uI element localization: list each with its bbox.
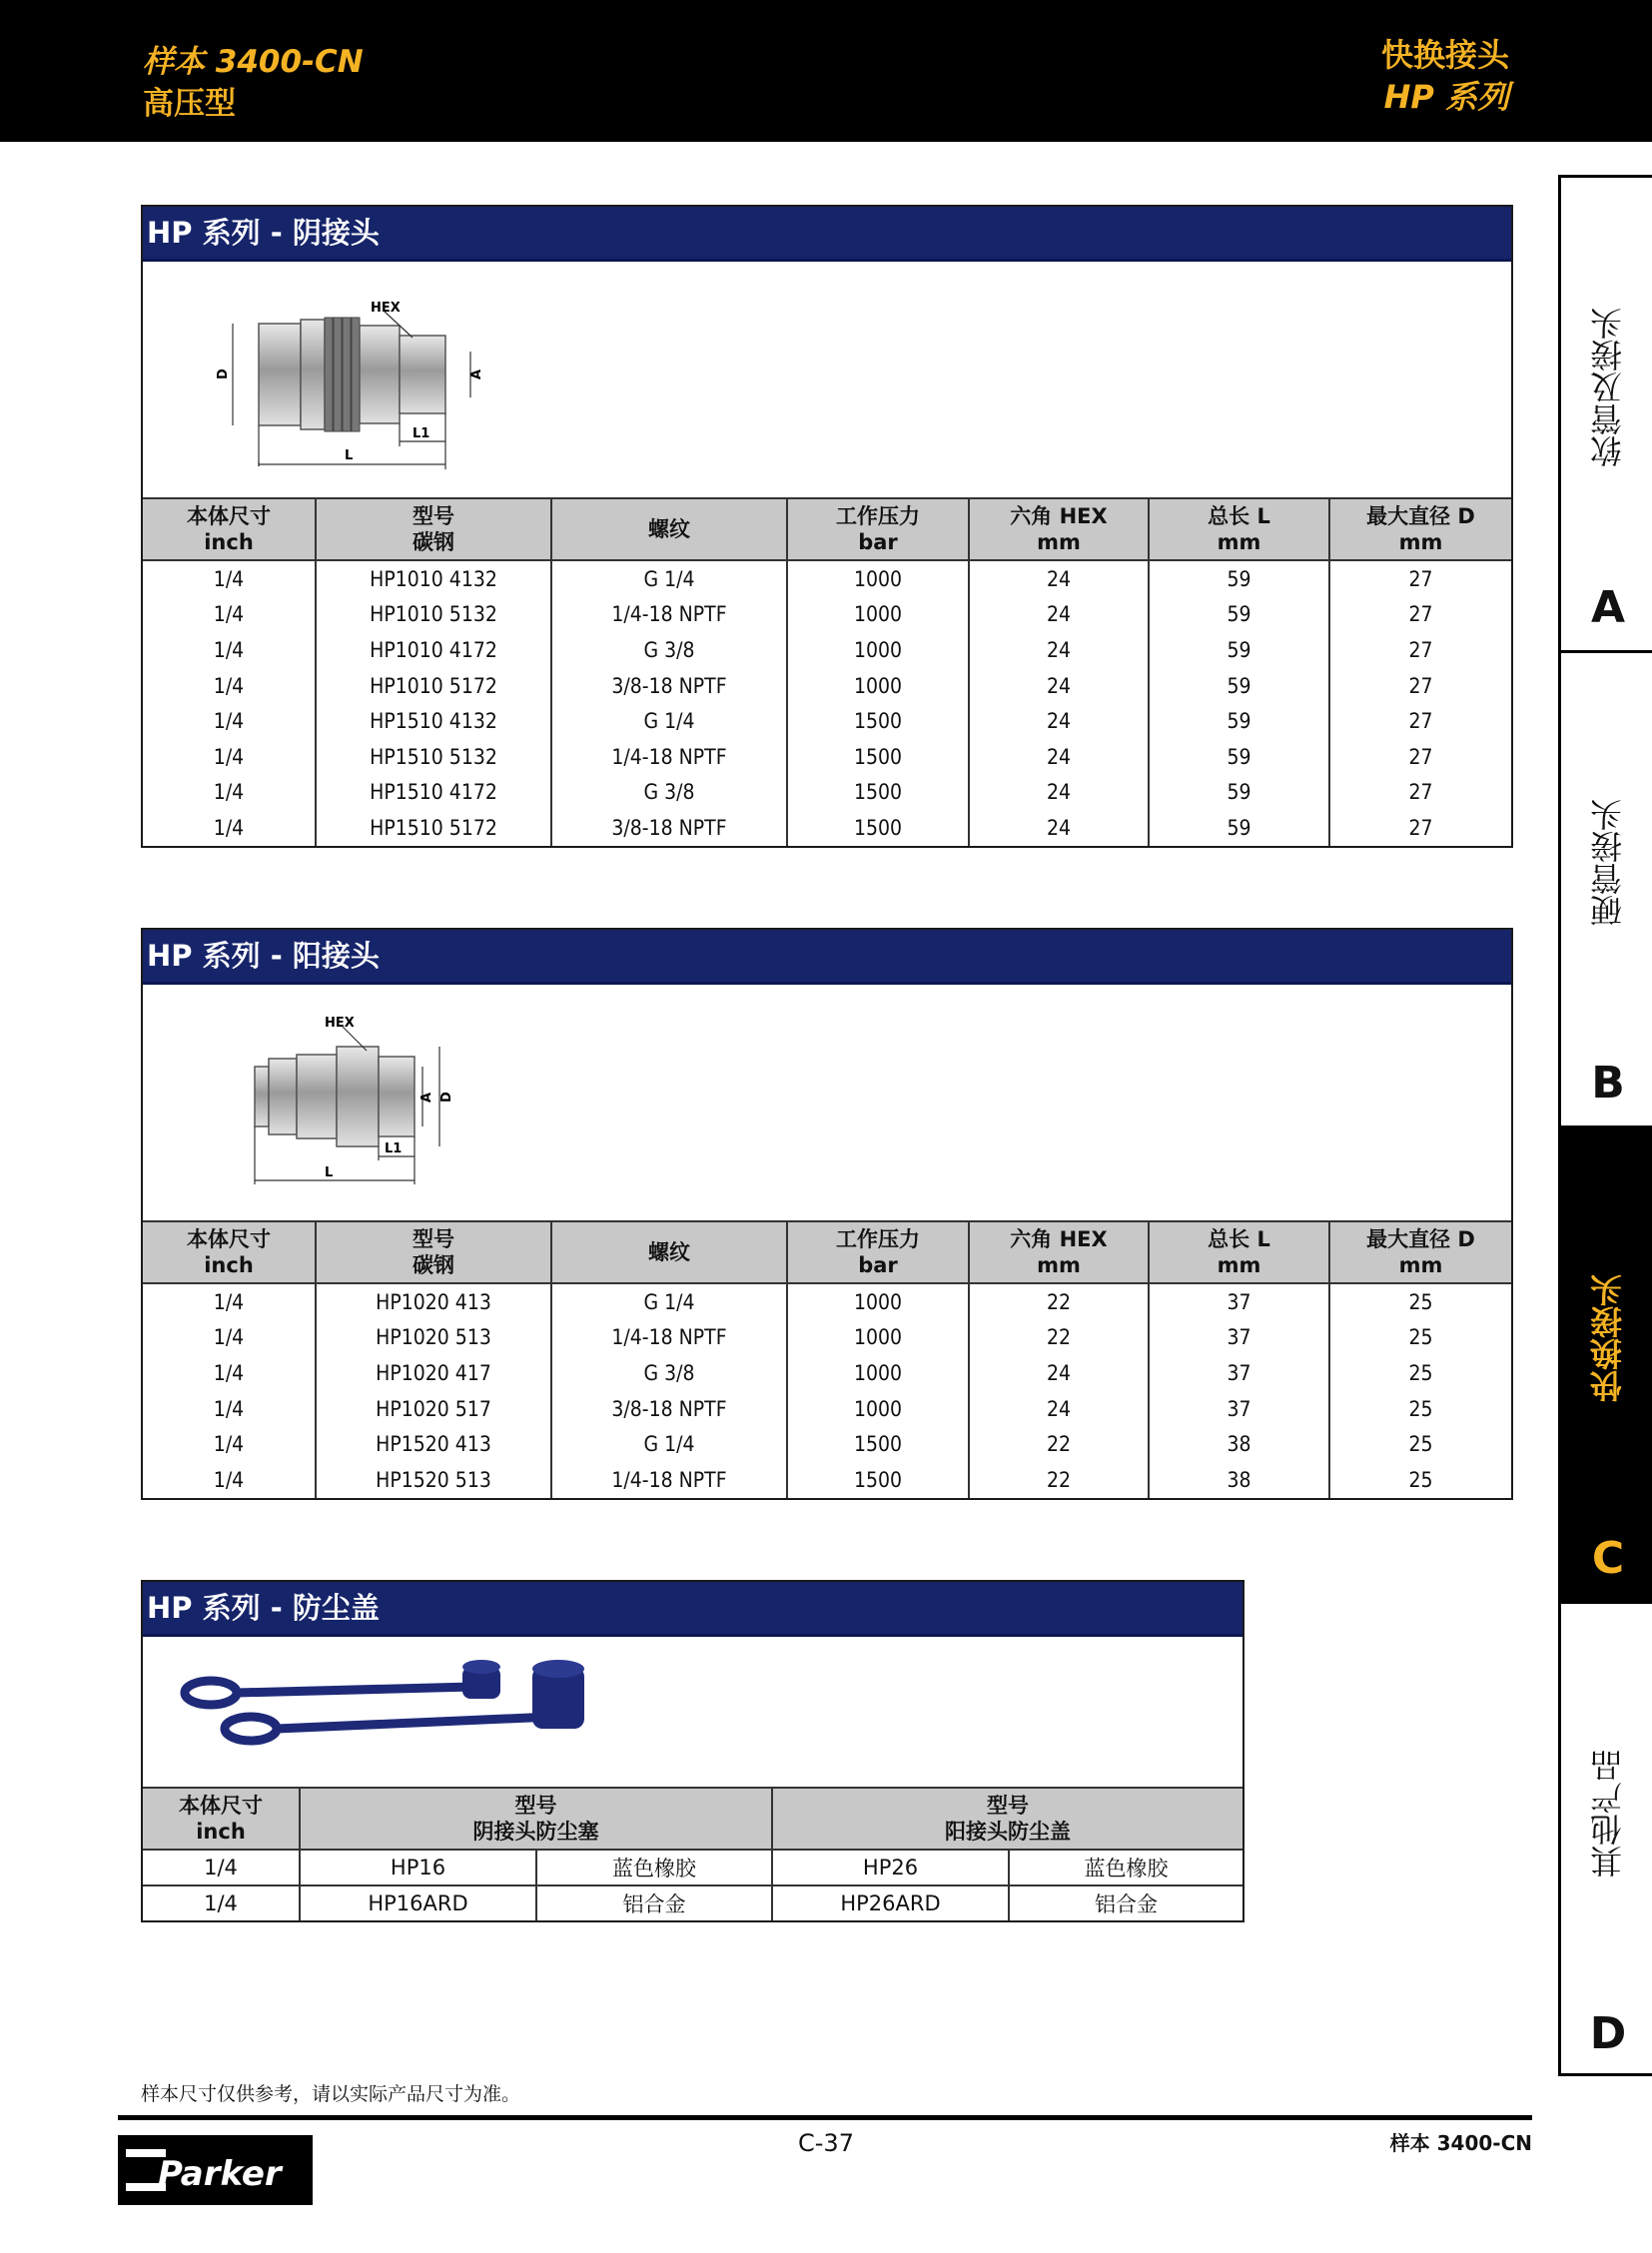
cell-female-material: 蓝色橡胶 bbox=[536, 1850, 772, 1885]
male-section-title: HP 系列 - 阳接头 bbox=[143, 930, 1511, 985]
tab-a[interactable] bbox=[1558, 175, 1652, 650]
tab-b[interactable] bbox=[1558, 650, 1652, 1126]
cell-model: HP1010 4172 bbox=[316, 632, 551, 668]
cell-hex: 24 bbox=[969, 810, 1149, 846]
dust-cap-illustration bbox=[173, 1637, 632, 1787]
cell-hex: 24 bbox=[969, 739, 1149, 775]
col-model: 型号 碳钢 bbox=[316, 1222, 551, 1283]
cell-thread: G 1/4 bbox=[551, 560, 787, 597]
female-section-title: HP 系列 - 阴接头 bbox=[143, 207, 1511, 262]
cell-pressure: 1500 bbox=[787, 703, 969, 739]
female-l-label: L bbox=[345, 448, 354, 463]
series-title: HP 系列 bbox=[1383, 78, 1509, 116]
col-pressure: 工作压力 bar bbox=[787, 1222, 969, 1283]
cell-model: HP1020 417 bbox=[316, 1355, 551, 1391]
female-drawing bbox=[143, 262, 1511, 499]
cell-thread: G 3/8 bbox=[551, 1355, 787, 1391]
tab-c-letter: C bbox=[1591, 1533, 1625, 1584]
cell-thread: G 3/8 bbox=[551, 775, 787, 811]
col-thread: 螺纹 bbox=[551, 499, 787, 560]
table-row bbox=[143, 597, 1511, 633]
cell-model: HP1020 513 bbox=[316, 1320, 551, 1356]
male-l1-label: L1 bbox=[385, 1141, 403, 1156]
male-spec-table bbox=[143, 1222, 1511, 1498]
cell-hex: 24 bbox=[969, 560, 1149, 597]
cell-size: 1/4 bbox=[213, 744, 245, 769]
cell-diameter: 27 bbox=[1329, 632, 1511, 668]
cell-pressure: 1000 bbox=[787, 668, 969, 704]
col-female-plug: 型号 阴接头防尘塞 bbox=[300, 1788, 772, 1850]
page-header bbox=[0, 0, 1652, 142]
cell-thread: G 1/4 bbox=[551, 1426, 787, 1462]
cell-diameter: 25 bbox=[1329, 1320, 1511, 1356]
cell-length: 59 bbox=[1149, 739, 1329, 775]
col-diameter: 最大直径 D mm bbox=[1329, 1222, 1511, 1283]
cell-thread: 1/4-18 NPTF bbox=[551, 1320, 787, 1356]
cell-hex: 24 bbox=[969, 1391, 1149, 1427]
female-coupling-section bbox=[141, 205, 1513, 848]
col-diameter: 最大直径 D mm bbox=[1329, 499, 1511, 560]
female-l1-label: L1 bbox=[413, 426, 430, 441]
col-hex: 六角 HEX mm bbox=[969, 1222, 1149, 1283]
male-drawing bbox=[143, 985, 1511, 1222]
catalog-number: 样本 3400-CN bbox=[143, 44, 364, 80]
cell-thread: 3/8-18 NPTF bbox=[551, 810, 787, 846]
male-d-label: D bbox=[439, 1092, 454, 1103]
female-a-label: A bbox=[469, 369, 484, 379]
col-male-cap: 型号 阳接头防尘盖 bbox=[772, 1788, 1242, 1850]
side-tabs bbox=[1558, 175, 1652, 2072]
cell-length: 38 bbox=[1149, 1462, 1329, 1498]
male-coupling-drawing bbox=[233, 985, 652, 1220]
cell-model: HP1010 4132 bbox=[316, 560, 551, 597]
dust-cap-table-header bbox=[143, 1788, 1242, 1850]
table-row bbox=[143, 1391, 1511, 1427]
tab-c[interactable] bbox=[1558, 1126, 1652, 1601]
cell-model: HP1520 513 bbox=[316, 1462, 551, 1498]
cell-length: 59 bbox=[1149, 703, 1329, 739]
tab-c-label: 快换接头 bbox=[1589, 1274, 1627, 1402]
cell-thread: 1/4-18 NPTF bbox=[551, 739, 787, 775]
cell-model: HP1510 5172 bbox=[316, 810, 551, 846]
col-hex: 六角 HEX mm bbox=[969, 499, 1149, 560]
cell-model: HP1020 517 bbox=[316, 1391, 551, 1427]
cell-size: 1/4 bbox=[213, 673, 245, 698]
cell-length: 59 bbox=[1149, 597, 1329, 633]
male-hex-label: HEX bbox=[325, 1016, 355, 1031]
female-hex-label: HEX bbox=[371, 301, 401, 316]
table-row bbox=[143, 560, 1511, 597]
cell-pressure: 1000 bbox=[787, 632, 969, 668]
cell-size: 1/4 bbox=[204, 1891, 238, 1915]
product-type: 高压型 bbox=[143, 86, 236, 122]
cell-length: 37 bbox=[1149, 1283, 1329, 1320]
cell-pressure: 1000 bbox=[787, 1283, 969, 1320]
cell-diameter: 27 bbox=[1329, 703, 1511, 739]
cell-size: 1/4 bbox=[143, 1850, 300, 1885]
cell-female-material: 铝合金 bbox=[536, 1885, 772, 1920]
cell-hex: 24 bbox=[969, 597, 1149, 633]
cell-diameter: 25 bbox=[1329, 1426, 1511, 1462]
col-size: 本体尺寸 inch bbox=[143, 1222, 316, 1283]
cell-thread: 3/8-18 NPTF bbox=[551, 1391, 787, 1427]
table-row bbox=[143, 1320, 1511, 1356]
table-row bbox=[143, 810, 1511, 846]
female-d-label: D bbox=[216, 369, 231, 379]
cell-model: HP1520 413 bbox=[316, 1426, 551, 1462]
cell-length: 59 bbox=[1149, 632, 1329, 668]
female-coupling-drawing bbox=[213, 262, 632, 497]
cell-size: 1/4 bbox=[213, 1289, 245, 1314]
cell-diameter: 27 bbox=[1329, 775, 1511, 811]
cell-pressure: 1000 bbox=[787, 560, 969, 597]
cell-pressure: 1500 bbox=[787, 775, 969, 811]
cell-pressure: 1000 bbox=[787, 1320, 969, 1356]
table-row bbox=[143, 739, 1511, 775]
tab-b-letter: B bbox=[1591, 1058, 1625, 1109]
cell-size: 1/4 bbox=[213, 637, 245, 662]
col-model: 型号 碳钢 bbox=[316, 499, 551, 560]
cell-hex: 24 bbox=[969, 703, 1149, 739]
cell-diameter: 27 bbox=[1329, 560, 1511, 597]
col-length: 总长 L mm bbox=[1149, 1222, 1329, 1283]
cell-pressure: 1500 bbox=[787, 1462, 969, 1498]
cell-pressure: 1000 bbox=[787, 597, 969, 633]
tab-a-letter: A bbox=[1590, 582, 1626, 633]
cell-pressure: 1500 bbox=[787, 810, 969, 846]
table-row bbox=[143, 1462, 1511, 1498]
cell-size: 1/4 bbox=[213, 780, 245, 805]
female-spec-table bbox=[143, 499, 1511, 846]
col-size: 本体尺寸 inch bbox=[143, 1788, 300, 1850]
table-row bbox=[143, 1885, 1242, 1920]
table-row bbox=[143, 775, 1511, 811]
footer-note: 样本尺寸仅供参考，请以实际产品尺寸为准。 bbox=[141, 2083, 521, 2105]
cell-hex: 24 bbox=[969, 1355, 1149, 1391]
cell-pressure: 1000 bbox=[787, 1391, 969, 1427]
cell-hex: 24 bbox=[969, 668, 1149, 704]
cell-size: 1/4 bbox=[213, 709, 245, 734]
cell-size: 1/4 bbox=[213, 1432, 245, 1457]
cell-length: 59 bbox=[1149, 810, 1329, 846]
col-size: 本体尺寸 inch bbox=[143, 499, 316, 560]
cell-female-model: HP16ARD bbox=[300, 1885, 536, 1920]
cell-size: 1/4 bbox=[213, 1360, 245, 1385]
cell-diameter: 25 bbox=[1329, 1391, 1511, 1427]
tab-d-label: 其他产品 bbox=[1589, 1750, 1627, 1878]
cell-model: HP1010 5172 bbox=[316, 668, 551, 704]
cell-thread: G 1/4 bbox=[551, 703, 787, 739]
cell-thread: 1/4-18 NPTF bbox=[551, 597, 787, 633]
male-l-label: L bbox=[325, 1165, 334, 1180]
cell-size: 1/4 bbox=[213, 602, 245, 627]
category-title: 快换接头 bbox=[1380, 36, 1509, 74]
cell-model: HP1510 4132 bbox=[316, 703, 551, 739]
cell-female-model: HP16 bbox=[300, 1850, 536, 1885]
footer-divider bbox=[118, 2115, 1532, 2120]
cell-diameter: 25 bbox=[1329, 1355, 1511, 1391]
cell-size: 1/4 bbox=[213, 1325, 245, 1350]
cell-thread: 3/8-18 NPTF bbox=[551, 668, 787, 704]
cell-length: 37 bbox=[1149, 1391, 1329, 1427]
cell-diameter: 25 bbox=[1329, 1283, 1511, 1320]
female-table-header bbox=[143, 499, 1511, 560]
table-row bbox=[143, 1283, 1511, 1320]
parker-logo bbox=[118, 2135, 313, 2205]
logo-text: Parker bbox=[158, 2154, 282, 2194]
cell-thread: G 3/8 bbox=[551, 632, 787, 668]
cell-length: 59 bbox=[1149, 775, 1329, 811]
male-a-label: A bbox=[419, 1092, 434, 1103]
tab-d[interactable] bbox=[1558, 1601, 1652, 2076]
cell-diameter: 27 bbox=[1329, 668, 1511, 704]
dust-cap-table bbox=[143, 1787, 1242, 1920]
male-coupling-section bbox=[141, 928, 1513, 1500]
cell-male-material: 蓝色橡胶 bbox=[1009, 1850, 1242, 1885]
cell-pressure: 1500 bbox=[787, 1426, 969, 1462]
cell-hex: 22 bbox=[969, 1320, 1149, 1356]
cell-diameter: 27 bbox=[1329, 597, 1511, 633]
cell-hex: 22 bbox=[969, 1426, 1149, 1462]
table-row bbox=[143, 1850, 1242, 1885]
dust-cap-section bbox=[141, 1580, 1244, 1922]
cell-hex: 22 bbox=[969, 1462, 1149, 1498]
dust-cap-section-title: HP 系列 - 防尘盖 bbox=[143, 1582, 1242, 1637]
table-row bbox=[143, 632, 1511, 668]
col-pressure: 工作压力 bar bbox=[787, 499, 969, 560]
cell-thread: 1/4-18 NPTF bbox=[551, 1462, 787, 1498]
cell-pressure: 1500 bbox=[787, 739, 969, 775]
cell-size: 1/4 bbox=[213, 815, 245, 840]
tab-b-label: 硬管接头 bbox=[1589, 799, 1627, 927]
dust-cap-photo bbox=[143, 1637, 1242, 1787]
cell-length: 38 bbox=[1149, 1426, 1329, 1462]
col-thread: 螺纹 bbox=[551, 1222, 787, 1283]
cell-model: HP1020 413 bbox=[316, 1283, 551, 1320]
tab-a-label: 软管及接头 bbox=[1589, 308, 1627, 467]
cell-pressure: 1000 bbox=[787, 1355, 969, 1391]
footer-catalog: 样本 3400-CN bbox=[1389, 2131, 1532, 2155]
page-number: C-37 bbox=[798, 2129, 854, 2157]
cell-length: 59 bbox=[1149, 668, 1329, 704]
col-length: 总长 L mm bbox=[1149, 499, 1329, 560]
cell-hex: 22 bbox=[969, 1283, 1149, 1320]
cell-model: HP1510 5132 bbox=[316, 739, 551, 775]
cell-length: 37 bbox=[1149, 1320, 1329, 1356]
cell-male-material: 铝合金 bbox=[1009, 1885, 1242, 1920]
cell-model: HP1510 4172 bbox=[316, 775, 551, 811]
table-row bbox=[143, 703, 1511, 739]
tab-d-letter: D bbox=[1589, 2008, 1627, 2059]
table-row bbox=[143, 668, 1511, 704]
cell-male-model: HP26 bbox=[772, 1850, 1009, 1885]
cell-model: HP1010 5132 bbox=[316, 597, 551, 633]
cell-length: 37 bbox=[1149, 1355, 1329, 1391]
cell-diameter: 27 bbox=[1329, 810, 1511, 846]
cell-diameter: 27 bbox=[1329, 739, 1511, 775]
cell-size: 1/4 bbox=[213, 566, 245, 591]
cell-length: 59 bbox=[1149, 560, 1329, 597]
cell-size: 1/4 bbox=[213, 1467, 245, 1492]
cell-diameter: 25 bbox=[1329, 1462, 1511, 1498]
cell-hex: 24 bbox=[969, 632, 1149, 668]
cell-size: 1/4 bbox=[213, 1396, 245, 1421]
table-row bbox=[143, 1355, 1511, 1391]
male-table-header bbox=[143, 1222, 1511, 1283]
cell-hex: 24 bbox=[969, 775, 1149, 811]
cell-thread: G 1/4 bbox=[551, 1283, 787, 1320]
cell-male-model: HP26ARD bbox=[772, 1885, 1009, 1920]
table-row bbox=[143, 1426, 1511, 1462]
